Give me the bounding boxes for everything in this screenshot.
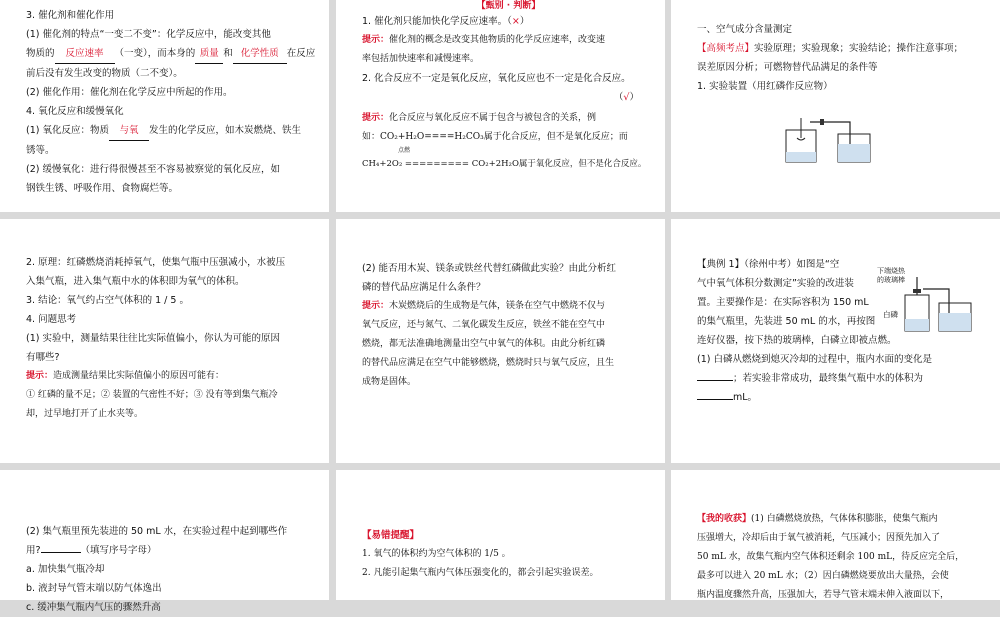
heading: 4. 氧化反应和缓慢氧化	[26, 106, 124, 117]
answer-blank	[697, 370, 733, 381]
text-line: 2. 原理：红磷燃烧消耗掉氧气，使集气瓶中压强减小，水被压	[26, 257, 286, 268]
text-line: 1. 实验装置（用红磷作反应物）	[697, 81, 833, 92]
hint: 提示：催化剂的概念是改变其他物质的化学反应速率，改变速	[362, 35, 606, 45]
heading: 一、空气成分含量测定	[697, 24, 793, 35]
text-line: 锈等。	[26, 145, 55, 156]
hint: 提示：化合反应与氧化反应不属于包含与被包含的关系，例	[362, 113, 597, 123]
hint: 提示：造成测量结果比实际值偏小的原因可能有：	[26, 371, 225, 381]
text-line: 磷的替代品应满足什么条件？	[362, 282, 486, 293]
option: b. 液封导气管末端以防气体逸出	[26, 583, 162, 594]
text-line: 【高频考点】实验原理；实验现象；实验结论；操作注意事项；	[697, 43, 964, 54]
jar-water	[786, 152, 816, 162]
hint: 提示：木炭燃烧后的生成物是气体，镁条在空气中燃烧不仅与	[362, 301, 606, 311]
text-line: 误差原因分析；可燃物替代品满足的条件等	[697, 62, 878, 73]
jar-water	[905, 319, 929, 331]
answer-blank	[697, 389, 733, 400]
hint: CH₄+2O₂ ========= CO₂+2H₂O属于氧化反应，但不是化合反应。	[362, 159, 647, 169]
option: c. 缓冲集气瓶内气压的骤然升高	[26, 602, 161, 613]
beaker-water	[838, 144, 870, 162]
text-line: 3. 结论：氧气约占空气体积的 1 / 5 。	[26, 295, 189, 306]
text-line: 连好仪器，按下热的玻璃棒，白磷立即被点燃。	[697, 335, 897, 346]
text-line: 钢铁生锈、呼吸作用、食物腐烂等。	[26, 183, 179, 194]
slide-1[interactable]	[0, 0, 329, 212]
text-line: 50 mL 水，故集气瓶内空气体积还剩余 100 mL，待反应完全后，	[697, 552, 965, 562]
clamp	[820, 119, 824, 125]
slide-9[interactable]	[671, 470, 1000, 600]
text-line: (1) 氧化反应：物质 与氧 发生的化学反应，如木炭燃烧、铁生	[26, 121, 319, 141]
question-2: 2. 化合反应不一定是氧化反应，氧化反应也不一定是化合反应。	[362, 73, 631, 84]
hint: 成物是固体。	[362, 377, 417, 387]
slide-8[interactable]	[336, 470, 665, 600]
tag: 【高频考点】	[697, 43, 755, 54]
text-line: 物质的 反应速率 （一变），而本身的 质量 和 化学性质 在反应	[26, 44, 319, 64]
text-line: 4. 问题思考	[26, 314, 77, 325]
apparatus-figure	[780, 108, 900, 166]
text-line: 【我的收获】(1) 白磷燃烧放热，气体体积膨胀，使集气瓶内	[697, 514, 938, 524]
text-line: (1) 实验中，测量结果往往比实际值偏小，你认为可能的原因	[26, 333, 280, 344]
text-line: 瓶内温度骤然升高，压强加大，若导气管末端未伸入液面以下，	[697, 590, 950, 600]
hint: 却，过早地打开了止水夹等。	[26, 409, 144, 419]
apparatus-figure	[903, 275, 983, 335]
hint: ① 红磷的量不足；② 装置的气密性不好；③ 没有等到集气瓶冷	[26, 390, 278, 400]
hint: 的替代品应满足在空气中能够燃烧，燃烧时只与氧气反应，且生	[362, 358, 615, 368]
text-line: 有哪些?	[26, 352, 60, 363]
slide-6[interactable]	[671, 219, 1000, 463]
section-title: 【甄别 · 判断】	[476, 1, 541, 11]
slide-2[interactable]	[336, 0, 665, 212]
slide-3[interactable]	[671, 0, 1000, 212]
text-line: (1) 催化剂的特点“一变二不变”：化学反应中，能改变其他	[26, 29, 271, 40]
text-line: (2) 集气瓶里预先装进的 50 mL 水，在实验过程中起到哪些作	[26, 526, 288, 537]
text-line: 【典例 1】（徐州中考）如图是“空	[697, 259, 840, 270]
section-title: 【易错提醒】	[362, 530, 420, 541]
answer-blank: 与氧	[109, 121, 149, 141]
slide-4[interactable]	[0, 219, 329, 463]
text-line: ；若实验非常成功，最终集气瓶中水的体积为	[697, 369, 990, 388]
hint: 如：CO₂+H₂O====H₂CO₃属于化合反应，但不是氧化反应；而	[362, 132, 628, 142]
answer-mark: （√）	[613, 92, 639, 103]
text-line: 1. 氧气的体积约为空气体积的 1/5 。	[362, 549, 511, 559]
slide-5[interactable]	[336, 219, 665, 463]
hint: 燃烧，都无法准确地测量出空气中氧气的体积。由此分析红磷	[362, 339, 606, 349]
question-1: 1. 催化剂只能加快化学反应速率。（×）	[362, 16, 530, 27]
slide-7[interactable]	[0, 470, 329, 613]
figure-label: 下端烧热 的玻璃棒	[877, 267, 905, 284]
answer-blank: 质量	[195, 44, 223, 64]
beaker-water	[939, 313, 971, 331]
text-line: 压强增大，冷却后由于氧气被消耗，气压减小；因预先加入了	[697, 533, 941, 543]
text-line: 前后没有发生改变的物质（二不变）。	[26, 68, 183, 79]
text-line: 最多可以进入 20 mL 水；（2）因白磷燃烧要放出大量热，会使	[697, 571, 949, 581]
tag: 【我的收获】	[697, 514, 752, 524]
heading: 3. 催化剂和催化作用	[26, 10, 115, 21]
hint: 氧气反应，还与氮气、二氧化碳发生反应，铁丝不能在空气中	[362, 320, 606, 330]
hint: 率包括加快速率和减慢速率。	[362, 54, 480, 64]
text-line: mL。	[697, 388, 990, 407]
answer-blank	[41, 542, 81, 553]
text-line: 置。主要操作是：在实际容积为 150 mL	[697, 297, 869, 308]
check-mark: √	[623, 92, 630, 103]
text-line: 气中氧气体积分数测定”实验的改进装	[697, 278, 854, 289]
text-line: (1) 白磷从燃烧到熄灭冷却的过程中，瓶内水面的变化是	[697, 354, 932, 365]
answer-blank: 化学性质	[233, 44, 287, 64]
text-line: (2) 缓慢氧化：进行得很慢甚至不容易被察觉的氧化反应，如	[26, 164, 280, 175]
text-line: (2) 催化作用：催化剂在化学反应中所起的作用。	[26, 87, 233, 98]
text-line: 的集气瓶里，先装进 50 mL 的水，再按图	[697, 316, 876, 327]
figure-label: 白磷	[883, 310, 898, 319]
text-line: 用? （填写序号字母）	[26, 541, 319, 560]
text-line: 入集气瓶，进入集气瓶中水的体积即为氧气的体积。	[26, 276, 245, 287]
text-line: 2. 凡能引起集气瓶内气体压强变化的，都会引起实验误差。	[362, 568, 599, 578]
condition-label: 点燃	[398, 147, 411, 154]
cross-mark: ×	[511, 16, 520, 27]
option: a. 加快集气瓶冷却	[26, 564, 105, 575]
text-line: (2) 能否用木炭、镁条或铁丝代替红磷做此实验？由此分析红	[362, 263, 616, 274]
answer-blank: 反应速率	[55, 44, 115, 64]
